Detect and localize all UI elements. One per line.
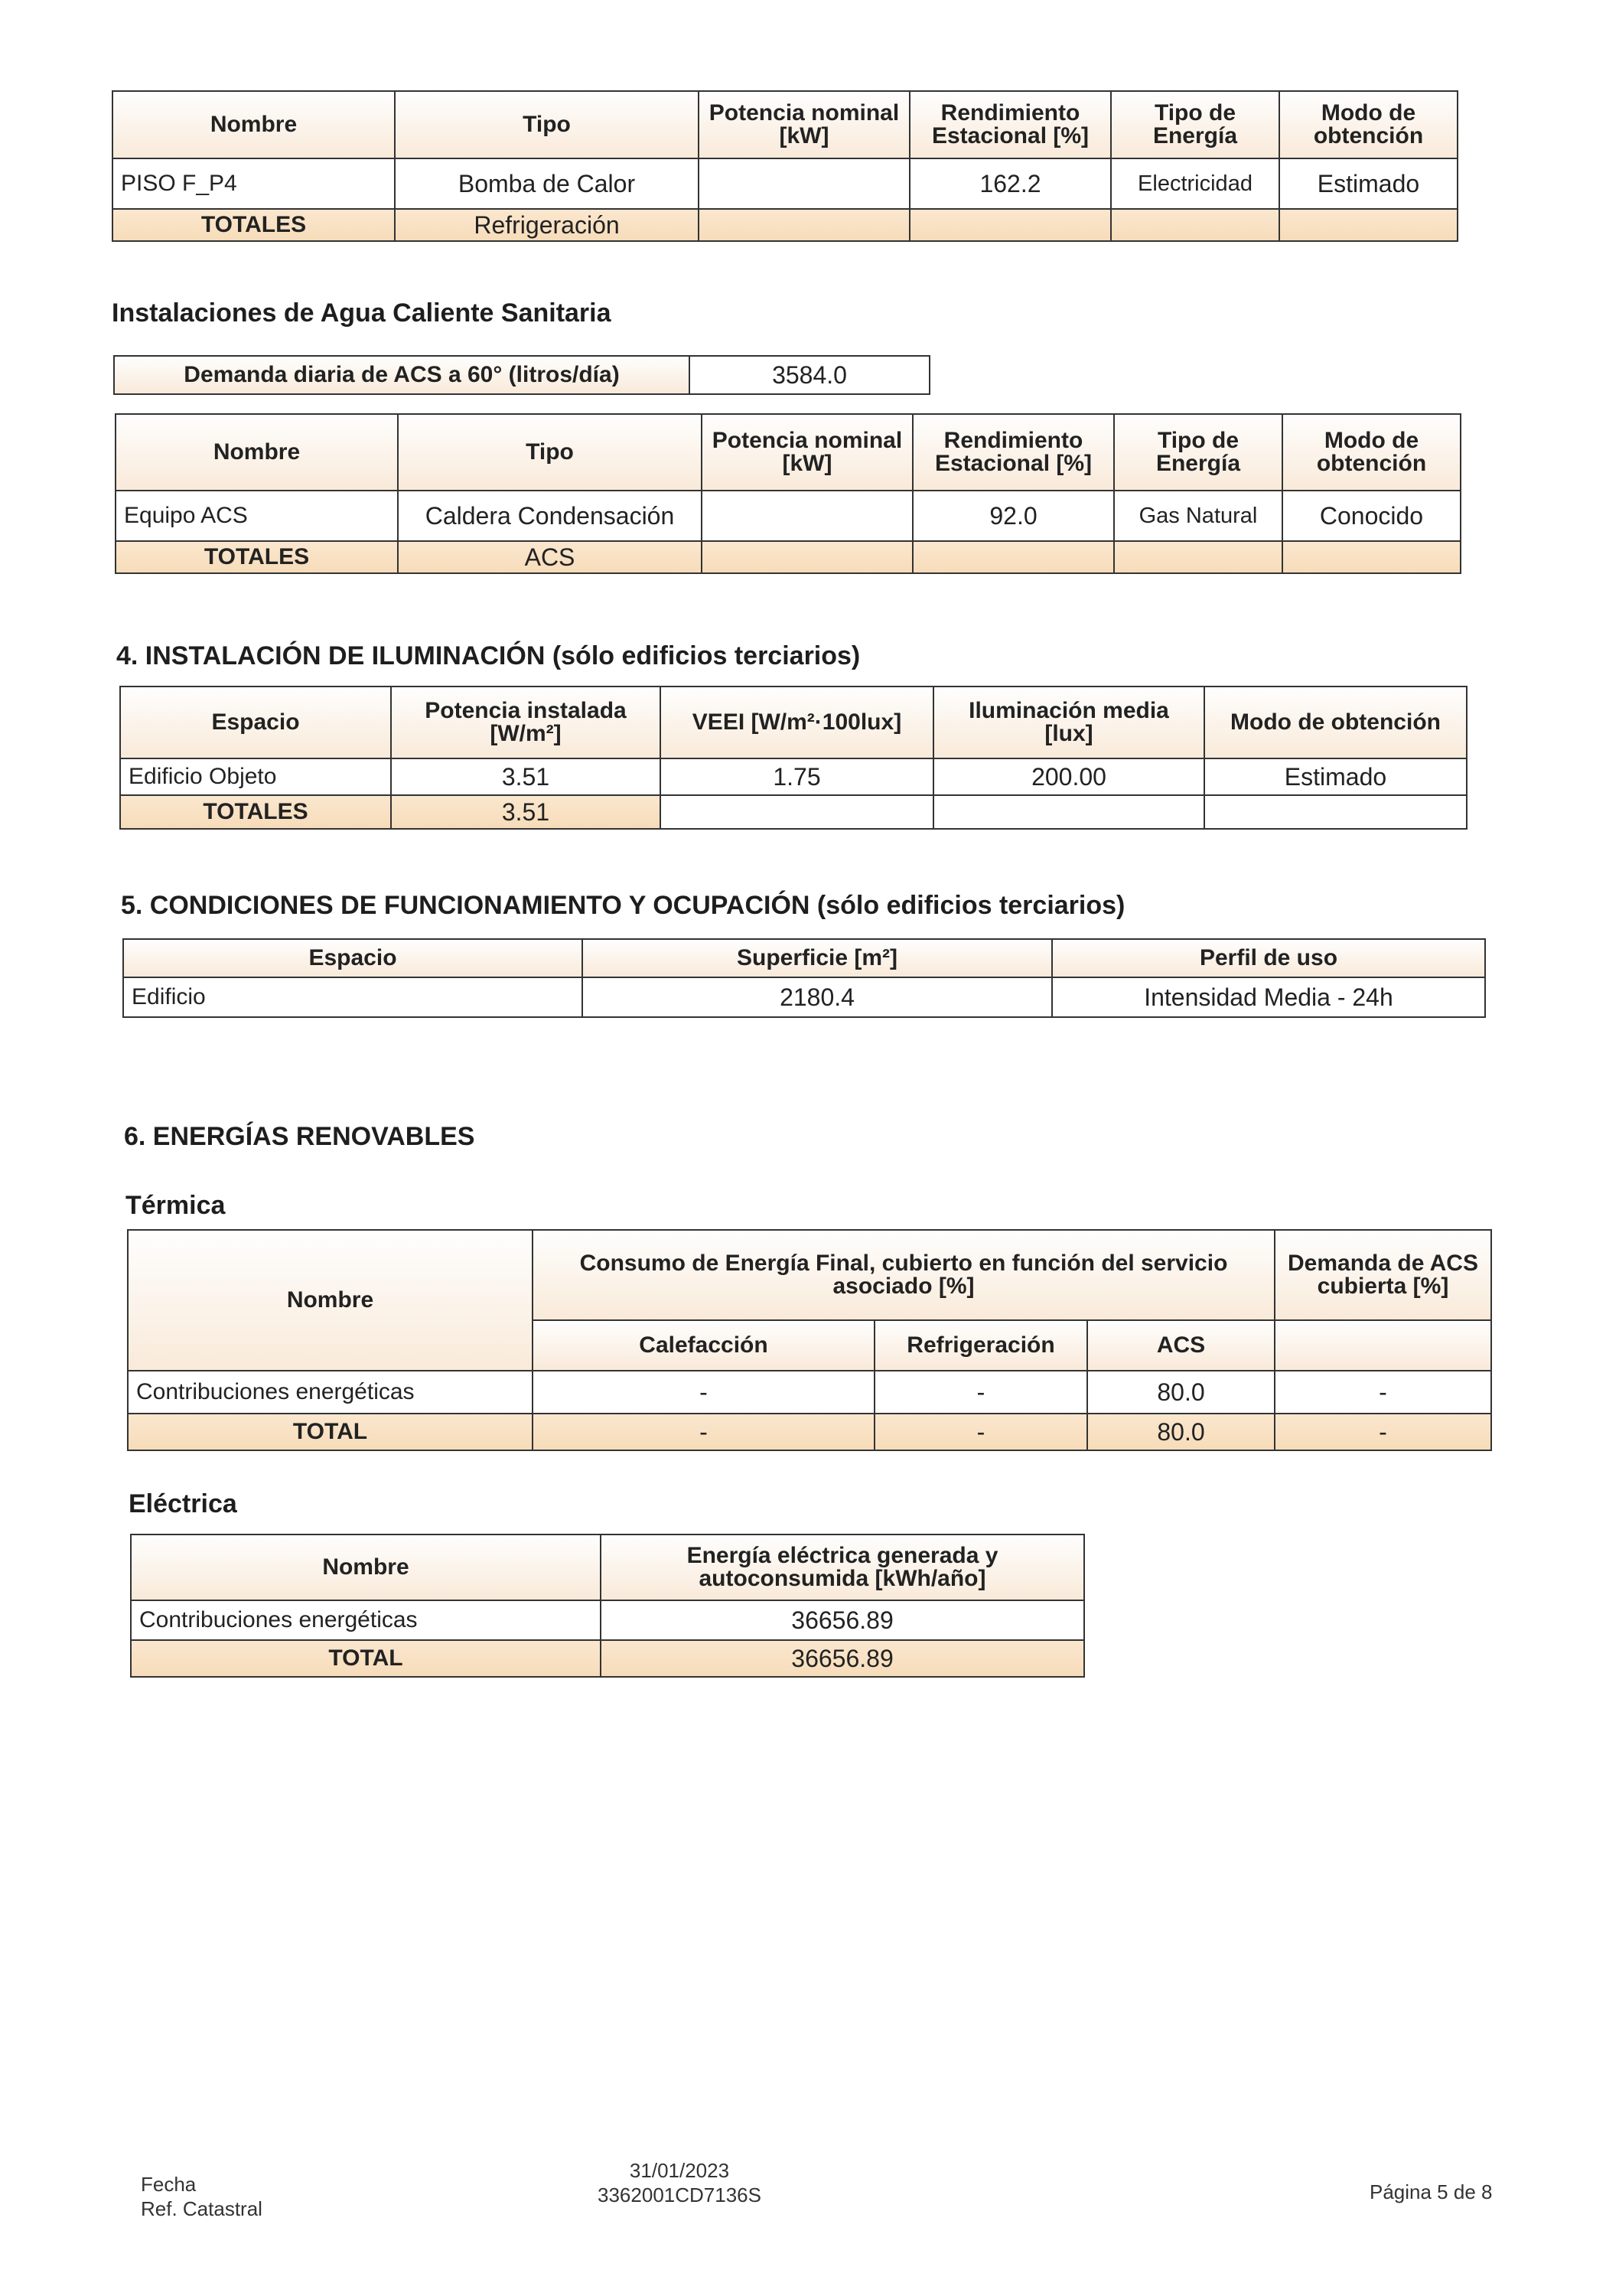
cell: PISO F_P4: [112, 158, 395, 209]
cell: Contribuciones energéticas: [131, 1600, 601, 1640]
table-row: [116, 491, 1461, 541]
header-cell: Rendimiento Estacional [%]: [913, 414, 1114, 491]
footer-labels: [141, 2172, 262, 2221]
lighting-heading: 4. INSTALACIÓN DE ILUMINACIÓN (sólo edificios terciarios): [116, 641, 861, 670]
header-cell: [1275, 1320, 1491, 1371]
table-header-row: [131, 1534, 1084, 1600]
header-cell: Espacio: [123, 939, 582, 977]
cell: Estimado: [1204, 758, 1467, 795]
totals-label: TOTALES: [120, 795, 391, 829]
header-cell: Modo de obtención: [1204, 687, 1467, 758]
cell: [660, 795, 933, 829]
cell: Intensidad Media - 24h: [1052, 977, 1485, 1017]
table-row: [112, 158, 1458, 209]
cell: -: [875, 1414, 1087, 1450]
cell: -: [533, 1371, 875, 1414]
thermal-renewables-table: [127, 1229, 1492, 1451]
totals-label: TOTALES: [112, 209, 395, 241]
cell: -: [533, 1414, 875, 1450]
cell: 1.75: [660, 758, 933, 795]
acs-heading: Instalaciones de Agua Caliente Sanitaria: [112, 298, 611, 328]
electric-subheading: Eléctrica: [129, 1489, 237, 1518]
cell: [1111, 209, 1279, 241]
cell: 36656.89: [601, 1640, 1084, 1677]
cell: Gas Natural: [1114, 491, 1282, 541]
totals-label: TOTAL: [128, 1414, 533, 1450]
cell: Caldera Condensación: [398, 491, 702, 541]
table-header-row: [128, 1230, 1491, 1320]
cell: 80.0: [1087, 1371, 1275, 1414]
header-cell: Perfil de uso: [1052, 939, 1485, 977]
cell: -: [1275, 1371, 1491, 1414]
footer-ref-value: 3362001CD7136S: [598, 2183, 761, 2206]
cell: Contribuciones energéticas: [128, 1371, 533, 1414]
cell: Conocido: [1282, 491, 1461, 541]
cell: 162.2: [910, 158, 1111, 209]
cell: Refrigeración: [395, 209, 699, 241]
table-row: [131, 1600, 1084, 1640]
cell: [702, 491, 913, 541]
table-header-row: [120, 687, 1467, 758]
electric-renewables-table: [130, 1534, 1085, 1678]
header-cell: Calefacción: [533, 1320, 875, 1371]
table-row: [123, 977, 1485, 1017]
header-cell: Espacio: [120, 687, 391, 758]
cell: -: [875, 1371, 1087, 1414]
cell: -: [1275, 1414, 1491, 1450]
header-cell: VEEI [W/m²·100lux]: [660, 687, 933, 758]
lighting-table: [119, 686, 1468, 830]
totals-row: [116, 541, 1461, 573]
acs-table: [115, 413, 1461, 574]
cell: Estimado: [1279, 158, 1458, 209]
acs-demand-label: Demanda diaria de ACS a 60° (litros/día): [114, 356, 689, 394]
acs-demand-table: [113, 355, 930, 395]
header-cell: Potencia nominal [kW]: [702, 414, 913, 491]
header-cell: Superficie [m²]: [582, 939, 1052, 977]
footer-fecha-label: Fecha: [141, 2173, 197, 2196]
header-cell: Modo de obtención: [1282, 414, 1461, 491]
cell: Electricidad: [1111, 158, 1279, 209]
header-cell: Modo de obtención: [1279, 91, 1458, 158]
totals-row: [131, 1640, 1084, 1677]
header-cell: Energía eléctrica generada y autoconsumida [kWh/año]: [601, 1534, 1084, 1600]
header-cell: Potencia instalada [W/m²]: [391, 687, 660, 758]
header-cell: Tipo: [398, 414, 702, 491]
totals-label: TOTALES: [116, 541, 398, 573]
header-cell: Tipo de Energía: [1114, 414, 1282, 491]
header-cell: ACS: [1087, 1320, 1275, 1371]
refrigeration-table: [112, 90, 1458, 242]
footer-values: [588, 2158, 771, 2207]
header-cell: Refrigeración: [875, 1320, 1087, 1371]
header-cell: Consumo de Energía Final, cubierto en función del servicio asociado [%]: [533, 1230, 1275, 1320]
header-cell: Demanda de ACS cubierta [%]: [1275, 1230, 1491, 1320]
header-cell: Tipo de Energía: [1111, 91, 1279, 158]
occupancy-heading: 5. CONDICIONES DE FUNCIONAMIENTO Y OCUPACIÓN (sólo edificios terciarios): [121, 891, 1125, 920]
cell: Bomba de Calor: [395, 158, 699, 209]
cell: 80.0: [1087, 1414, 1275, 1450]
header-cell: Rendimiento Estacional [%]: [910, 91, 1111, 158]
footer-fecha-value: 31/01/2023: [629, 2159, 730, 2182]
footer-page-number: Página 5 de 8: [1370, 2180, 1493, 2203]
header-cell: Nombre: [116, 414, 398, 491]
cell: [933, 795, 1204, 829]
cell: 200.00: [933, 758, 1204, 795]
cell: [702, 541, 913, 573]
totals-row: [128, 1414, 1491, 1450]
table-row: [120, 758, 1467, 795]
table-header-row: [112, 91, 1458, 158]
header-cell: Nombre: [131, 1534, 601, 1600]
cell: [699, 158, 910, 209]
cell: [910, 209, 1111, 241]
cell: Equipo ACS: [116, 491, 398, 541]
header-cell: Tipo: [395, 91, 699, 158]
header-cell: Iluminación media [lux]: [933, 687, 1204, 758]
cell: Edificio Objeto: [120, 758, 391, 795]
header-cell: Potencia nominal [kW]: [699, 91, 910, 158]
table-header-row: [123, 939, 1485, 977]
totals-row: [120, 795, 1467, 829]
cell: Edificio: [123, 977, 582, 1017]
footer-ref-label: Ref. Catastral: [141, 2197, 262, 2220]
cell: 36656.89: [601, 1600, 1084, 1640]
cell: [913, 541, 1114, 573]
cell: [1279, 209, 1458, 241]
table-header-row: [116, 414, 1461, 491]
occupancy-table: [122, 938, 1486, 1018]
cell: [1282, 541, 1461, 573]
acs-demand-value: 3584.0: [689, 356, 930, 394]
cell: 92.0: [913, 491, 1114, 541]
totals-row: [112, 209, 1458, 241]
cell: 2180.4: [582, 977, 1052, 1017]
cell: [1204, 795, 1467, 829]
renewables-heading: 6. ENERGÍAS RENOVABLES: [124, 1122, 475, 1151]
totals-label: TOTAL: [131, 1640, 601, 1677]
cell: 3.51: [391, 758, 660, 795]
cell: 3.51: [391, 795, 660, 829]
cell: [699, 209, 910, 241]
header-cell: Nombre: [128, 1230, 533, 1371]
thermal-subheading: Térmica: [125, 1191, 226, 1220]
cell: ACS: [398, 541, 702, 573]
cell: [1114, 541, 1282, 573]
table-row: [128, 1371, 1491, 1414]
header-cell: Nombre: [112, 91, 395, 158]
